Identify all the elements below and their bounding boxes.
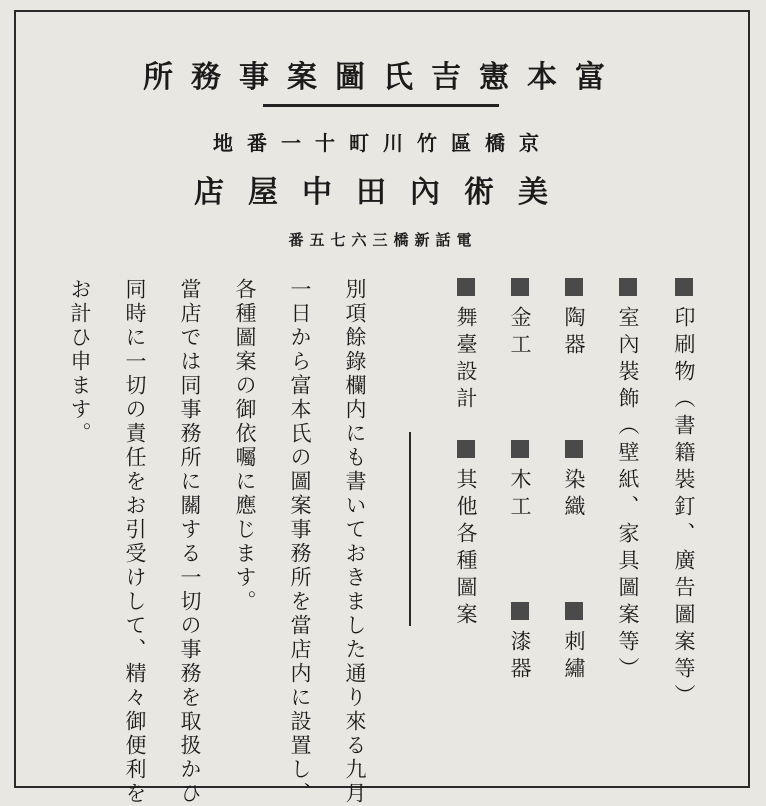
vertical-divider [409, 432, 411, 626]
bullet-square-icon [511, 440, 529, 458]
service-dyeing [563, 440, 584, 522]
bullet-square-icon [565, 602, 583, 620]
service-lacquer [509, 602, 530, 684]
service-label: 印刷物（書籍裝釘、廣告圖案等） [672, 306, 696, 711]
bullet-square-icon [619, 278, 637, 296]
office-title: 富本憲吉氏圖案事務所 [143, 60, 623, 95]
bullet-square-icon [675, 278, 693, 296]
service-pottery [563, 278, 584, 360]
notice-line: 各種圖案の御依囑に應じます。 [233, 278, 257, 614]
service-label: 染織 [562, 468, 586, 522]
shop-name: 美術內田中屋店 [194, 175, 572, 210]
bullet-square-icon [511, 278, 529, 296]
service-label: 金工 [508, 306, 532, 360]
bullet-square-icon [565, 278, 583, 296]
service-label: 木工 [508, 468, 532, 522]
bullet-square-icon [511, 602, 529, 620]
service-label: 其他各種圖案 [454, 468, 478, 630]
bullet-square-icon [457, 278, 475, 296]
telephone-number: 電話新橋三六七五番 [288, 231, 478, 249]
service-other [455, 440, 476, 630]
service-label: 室內裝飾（壁紙、家具圖案等） [616, 306, 640, 684]
service-woodwork [509, 440, 530, 522]
notice-line: 一日から富本氏の圖案事務所を當店内に設置し、 [288, 278, 312, 806]
service-printing [673, 278, 694, 711]
service-label: 陶器 [562, 306, 586, 360]
service-interior [617, 278, 638, 684]
title-underline [263, 104, 499, 107]
notice-line: 同時に一切の責任をお引受けして、精々御便利を [123, 278, 147, 806]
service-label: 刺繡 [562, 630, 586, 684]
shop-address: 京橋區竹川町十一番地 [213, 131, 553, 155]
service-embroidery [563, 602, 584, 684]
notice-line: お計ひ申ます。 [68, 278, 92, 446]
notice-line: 別項餘錄欄内にも書いておきました通り來る九月 [343, 278, 367, 806]
service-stage [455, 278, 476, 414]
bullet-square-icon [565, 440, 583, 458]
service-label: 舞臺設計 [454, 306, 478, 414]
service-label: 漆器 [508, 630, 532, 684]
bullet-square-icon [457, 440, 475, 458]
service-metalwork [509, 278, 530, 360]
notice-line: 當店では同事務所に關する一切の事務を取扱かひ [178, 278, 202, 806]
